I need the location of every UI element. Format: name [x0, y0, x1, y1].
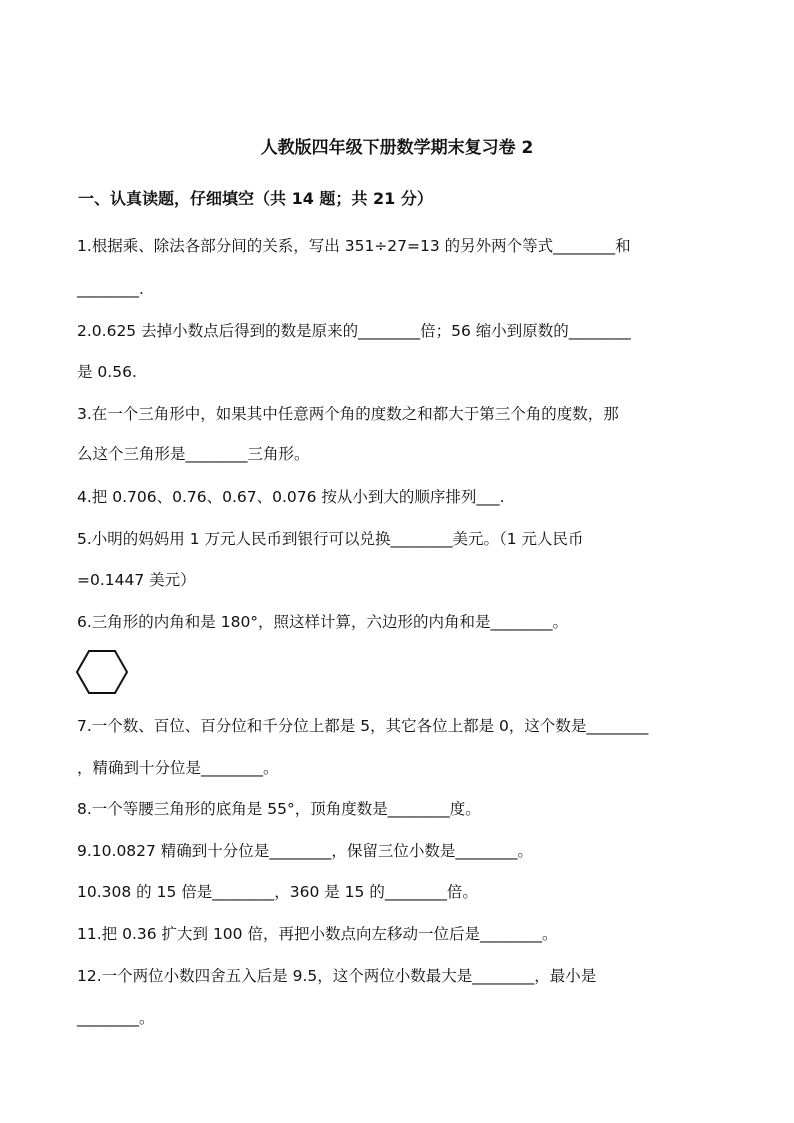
- question-12-line-2: ________。: [77, 1009, 155, 1027]
- question-6-line: 6.三角形的内角和是 180°，照这样计算，六边形的内角和是________。: [77, 613, 569, 631]
- question-3-line-2: 么这个三角形是________三角形。: [77, 445, 310, 463]
- question-4-line: 4.把 0.706、0.76、0.67、0.076 按从小到大的顺序排列___.: [77, 488, 505, 506]
- question-7-line-1: 7.一个数、百位、百分位和千分位上都是 5，其它各位上都是 0，这个数是________: [77, 717, 649, 735]
- question-7-line-2: ，精确到十分位是________。: [77, 759, 279, 777]
- question-11-line: 11.把 0.36 扩大到 100 倍，再把小数点向左移动一位后是________。: [77, 925, 558, 943]
- question-8-line: 8.一个等腰三角形的底角是 55°，顶角度数是________度。: [77, 800, 481, 818]
- question-5-line-1: 5.小明的妈妈用 1 万元人民币到银行可以兑换________美元。（1 元人民币: [77, 530, 584, 548]
- section-heading: 一、认真读题，仔细填空（共 14 题；共 21 分）: [78, 189, 433, 208]
- question-9-line: 9.10.0827 精确到十分位是________，保留三位小数是________。: [77, 842, 533, 860]
- question-3-line-1: 3.在一个三角形中，如果其中任意两个角的度数之和都大于第三个角的度数，那: [77, 405, 619, 423]
- question-2-line-2: 是 0.56.: [77, 363, 137, 381]
- question-12-line-1: 12.一个两位小数四舍五入后是 9.5，这个两位小数最大是________，最小是: [77, 967, 597, 985]
- question-2-line-1: 2.0.625 去掉小数点后得到的数是原来的________倍；56 缩小到原数的________: [77, 322, 631, 340]
- hexagon-figure: [75, 648, 129, 696]
- question-10-line: 10.308 的 15 倍是________，360 是 15 的________倍。: [77, 883, 478, 901]
- question-1-line-2: ________.: [77, 280, 144, 298]
- document-title: 人教版四年级下册数学期末复习卷 2: [260, 138, 534, 158]
- question-5-line-2: =0.1447 美元）: [77, 571, 196, 589]
- question-1-line-1: 1.根据乘、除法各部分间的关系，写出 351÷27=13 的另外两个等式________和: [77, 237, 631, 255]
